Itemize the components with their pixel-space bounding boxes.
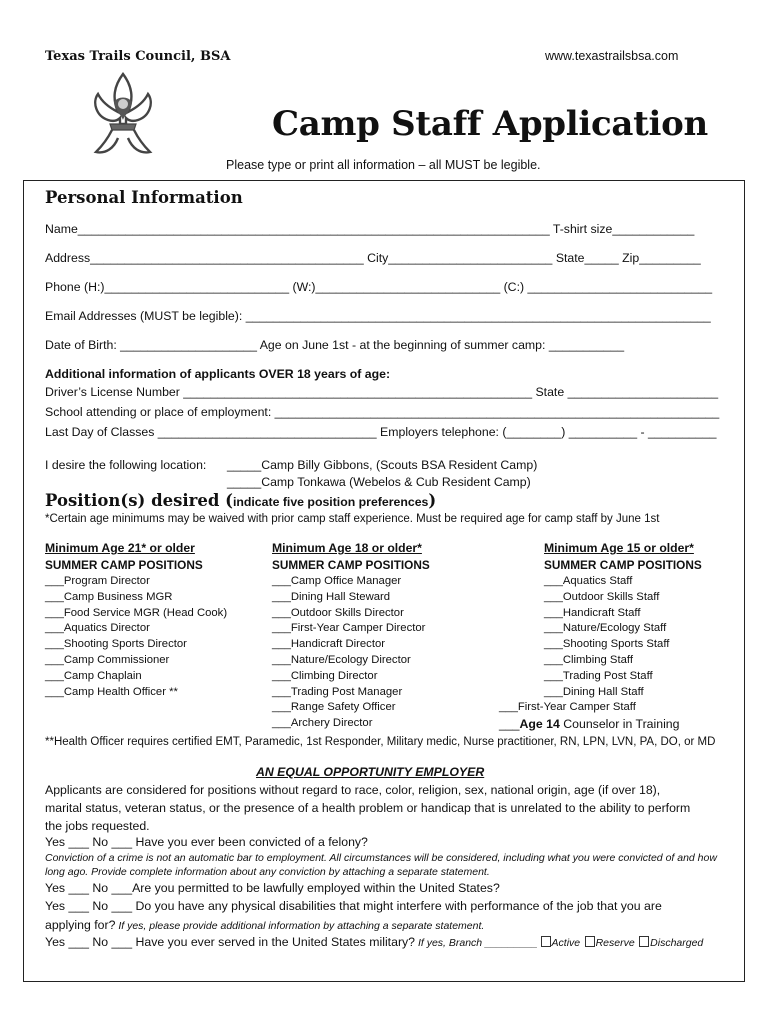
position-item[interactable]: ___Range Safety Officer bbox=[272, 701, 396, 714]
military-question-text: Yes ___ No ___ Have you ever served in the United States military? bbox=[45, 935, 416, 949]
active-label: Active bbox=[551, 937, 581, 949]
position-item[interactable]: ___Trading Post Staff bbox=[544, 669, 653, 682]
active-option[interactable] bbox=[541, 937, 581, 949]
cit-label: Counselor in Training bbox=[559, 717, 680, 731]
position-item-cit[interactable] bbox=[499, 717, 679, 731]
age-waiver-note: *Certain age minimums may be waived with prior camp staff experience. Must be required age for camp staff by June 1st bbox=[45, 513, 660, 525]
checkbox-icon bbox=[585, 936, 595, 947]
eeo-heading: AN EQUAL OPPORTUNITY EMPLOYER bbox=[256, 765, 485, 779]
felony-note: long ago. Provide complete information about any conviction by attaching a separate statement. bbox=[45, 866, 490, 878]
phone-field[interactable]: Phone (H:)___________________________ (W:)___________________________ (C:) ___________________________ bbox=[45, 280, 713, 294]
email-field[interactable]: Email Addresses (MUST be legible): ____________________________________________________________________ bbox=[45, 309, 711, 323]
name-tshirt-field[interactable]: Name_____________________________________________________________________ T-shirt size____________ bbox=[45, 222, 695, 236]
cit-age: Age 14 bbox=[519, 717, 560, 731]
military-question[interactable] bbox=[45, 933, 703, 951]
section-heading-positions bbox=[45, 491, 436, 511]
reserve-label: Reserve bbox=[595, 937, 635, 949]
discharged-option[interactable] bbox=[639, 937, 703, 949]
employment-eligibility-question[interactable]: Yes ___ No ___Are you permitted to be lawfully employed within the United States? bbox=[45, 881, 500, 895]
positions-heading: Position(s) desired ( bbox=[45, 491, 233, 510]
position-item-first-year-staff[interactable]: ___First-Year Camper Staff bbox=[499, 701, 636, 713]
position-item[interactable]: ___Dining Hall Steward bbox=[272, 590, 391, 603]
felony-note: Conviction of a crime is not an automatic bar to employment. All circumstances will be considered, including what you were convicted of and how bbox=[45, 852, 717, 864]
section-heading-personal: Personal Information bbox=[45, 188, 243, 207]
column-age-15: Minimum Age 15 or older* bbox=[544, 541, 694, 555]
council-name: Texas Trails Council, BSA bbox=[45, 49, 231, 64]
checkbox-icon bbox=[541, 936, 551, 947]
health-officer-note: **Health Officer requires certified EMT, Paramedic, 1st Responder, Military medic, Nurse practitioner, RN, LPN, LVN, PA, DO, or MD bbox=[45, 736, 716, 748]
fleur-de-lis-logo bbox=[88, 72, 158, 158]
position-item[interactable]: ___Outdoor Skills Staff bbox=[544, 590, 660, 603]
position-item[interactable]: ___Handicraft Staff bbox=[544, 606, 641, 619]
disability-note: If yes, please provide additional information by attaching a separate statement. bbox=[115, 920, 485, 932]
column-title: SUMMER CAMP POSITIONS bbox=[45, 558, 203, 572]
discharged-label: Discharged bbox=[650, 937, 704, 949]
cit-blank: ___ bbox=[499, 717, 520, 731]
position-item[interactable]: ___Aquatics Director bbox=[45, 622, 150, 635]
disability-question-text: applying for? bbox=[45, 918, 116, 932]
address-field[interactable]: Address________________________________________ City________________________ State_____ Zip_________ bbox=[45, 251, 701, 265]
position-item[interactable]: ___Archery Director bbox=[272, 717, 373, 730]
additional-info-heading: Additional information of applicants OVER 18 years of age: bbox=[45, 367, 391, 381]
dob-age-field[interactable]: Date of Birth: ____________________ Age on June 1st - at the beginning of summer camp: ___________ bbox=[45, 338, 625, 352]
position-item[interactable]: ___Camp Health Officer ** bbox=[45, 685, 178, 698]
position-item[interactable]: ___Nature/Ecology Director bbox=[272, 653, 411, 666]
column-title: SUMMER CAMP POSITIONS bbox=[544, 558, 702, 572]
position-item[interactable]: ___Camp Business MGR bbox=[45, 590, 173, 603]
felony-question[interactable]: Yes ___ No ___ Have you ever been convicted of a felony? bbox=[45, 835, 368, 849]
positions-heading-close: ) bbox=[428, 491, 437, 510]
position-item[interactable]: ___Shooting Sports Director bbox=[45, 638, 187, 651]
disability-question-cont bbox=[45, 916, 484, 934]
position-item[interactable]: ___Nature/Ecology Staff bbox=[544, 622, 667, 635]
website-link[interactable]: www.texastrailsbsa.com bbox=[545, 49, 679, 63]
position-item[interactable]: ___Camp Office Manager bbox=[272, 575, 402, 587]
column-age-21: Minimum Age 21* or older bbox=[45, 541, 195, 555]
reserve-option[interactable] bbox=[585, 937, 635, 949]
positions-column-18 bbox=[272, 540, 430, 732]
positions-heading-note: indicate five position preferences bbox=[232, 495, 429, 509]
eeo-text-line: the jobs requested. bbox=[45, 819, 150, 833]
position-item[interactable]: ___Aquatics Staff bbox=[544, 575, 633, 587]
drivers-license-field[interactable]: Driver’s License Number ___________________________________________________ State ______________________ bbox=[45, 385, 719, 399]
position-item[interactable]: ___Outdoor Skills Director bbox=[272, 606, 404, 619]
military-branch-note: If yes, Branch _________ bbox=[415, 937, 541, 949]
positions-column-15 bbox=[544, 540, 702, 700]
eeo-text-line: Applicants are considered for positions without regard to race, color, religion, sex, national origin, age (if over 18), bbox=[45, 783, 661, 797]
subtitle: Please type or print all information – all MUST be legible. bbox=[226, 158, 541, 172]
position-item[interactable]: ___Food Service MGR (Head Cook) bbox=[45, 606, 228, 619]
school-employment-field[interactable]: School attending or place of employment: _________________________________________________________________ bbox=[45, 405, 720, 419]
eeo-text-line: marital status, veteran status, or the presence of a health problem or handicap that is unrelated to the ability to perform bbox=[45, 801, 691, 815]
position-item[interactable]: ___Dining Hall Staff bbox=[544, 685, 644, 698]
position-item[interactable]: ___First-Year Camper Director bbox=[272, 622, 426, 635]
column-age-18: Minimum Age 18 or older* bbox=[272, 541, 422, 555]
position-item[interactable]: ___Handicraft Director bbox=[272, 638, 386, 651]
position-item[interactable]: ___Camp Commissioner bbox=[45, 653, 170, 666]
position-item[interactable]: ___Climbing Staff bbox=[544, 653, 633, 666]
position-item[interactable]: ___Program Director bbox=[45, 575, 150, 587]
position-item[interactable]: ___Climbing Director bbox=[272, 669, 378, 682]
positions-column-21 bbox=[45, 540, 227, 700]
disability-question[interactable]: Yes ___ No ___ Do you have any physical disabilities that might interfere with performance of the job that you are bbox=[45, 899, 662, 913]
location-option-tonkawa[interactable]: _____Camp Tonkawa (Webelos & Cub Resident Camp) bbox=[227, 475, 531, 489]
page-title: Camp Staff Application bbox=[272, 104, 708, 144]
column-title: SUMMER CAMP POSITIONS bbox=[272, 558, 430, 572]
classes-employer-phone-field[interactable]: Last Day of Classes ________________________________ Employers telephone: (________) __________ - __________ bbox=[45, 425, 717, 439]
checkbox-icon bbox=[639, 936, 649, 947]
position-item[interactable]: ___Shooting Sports Staff bbox=[544, 638, 670, 651]
position-item[interactable]: ___Camp Chaplain bbox=[45, 669, 142, 682]
location-option-billy-gibbons[interactable]: _____Camp Billy Gibbons, (Scouts BSA Resident Camp) bbox=[227, 458, 538, 472]
position-item[interactable]: ___Trading Post Manager bbox=[272, 685, 403, 698]
location-label: I desire the following location: bbox=[45, 458, 207, 472]
